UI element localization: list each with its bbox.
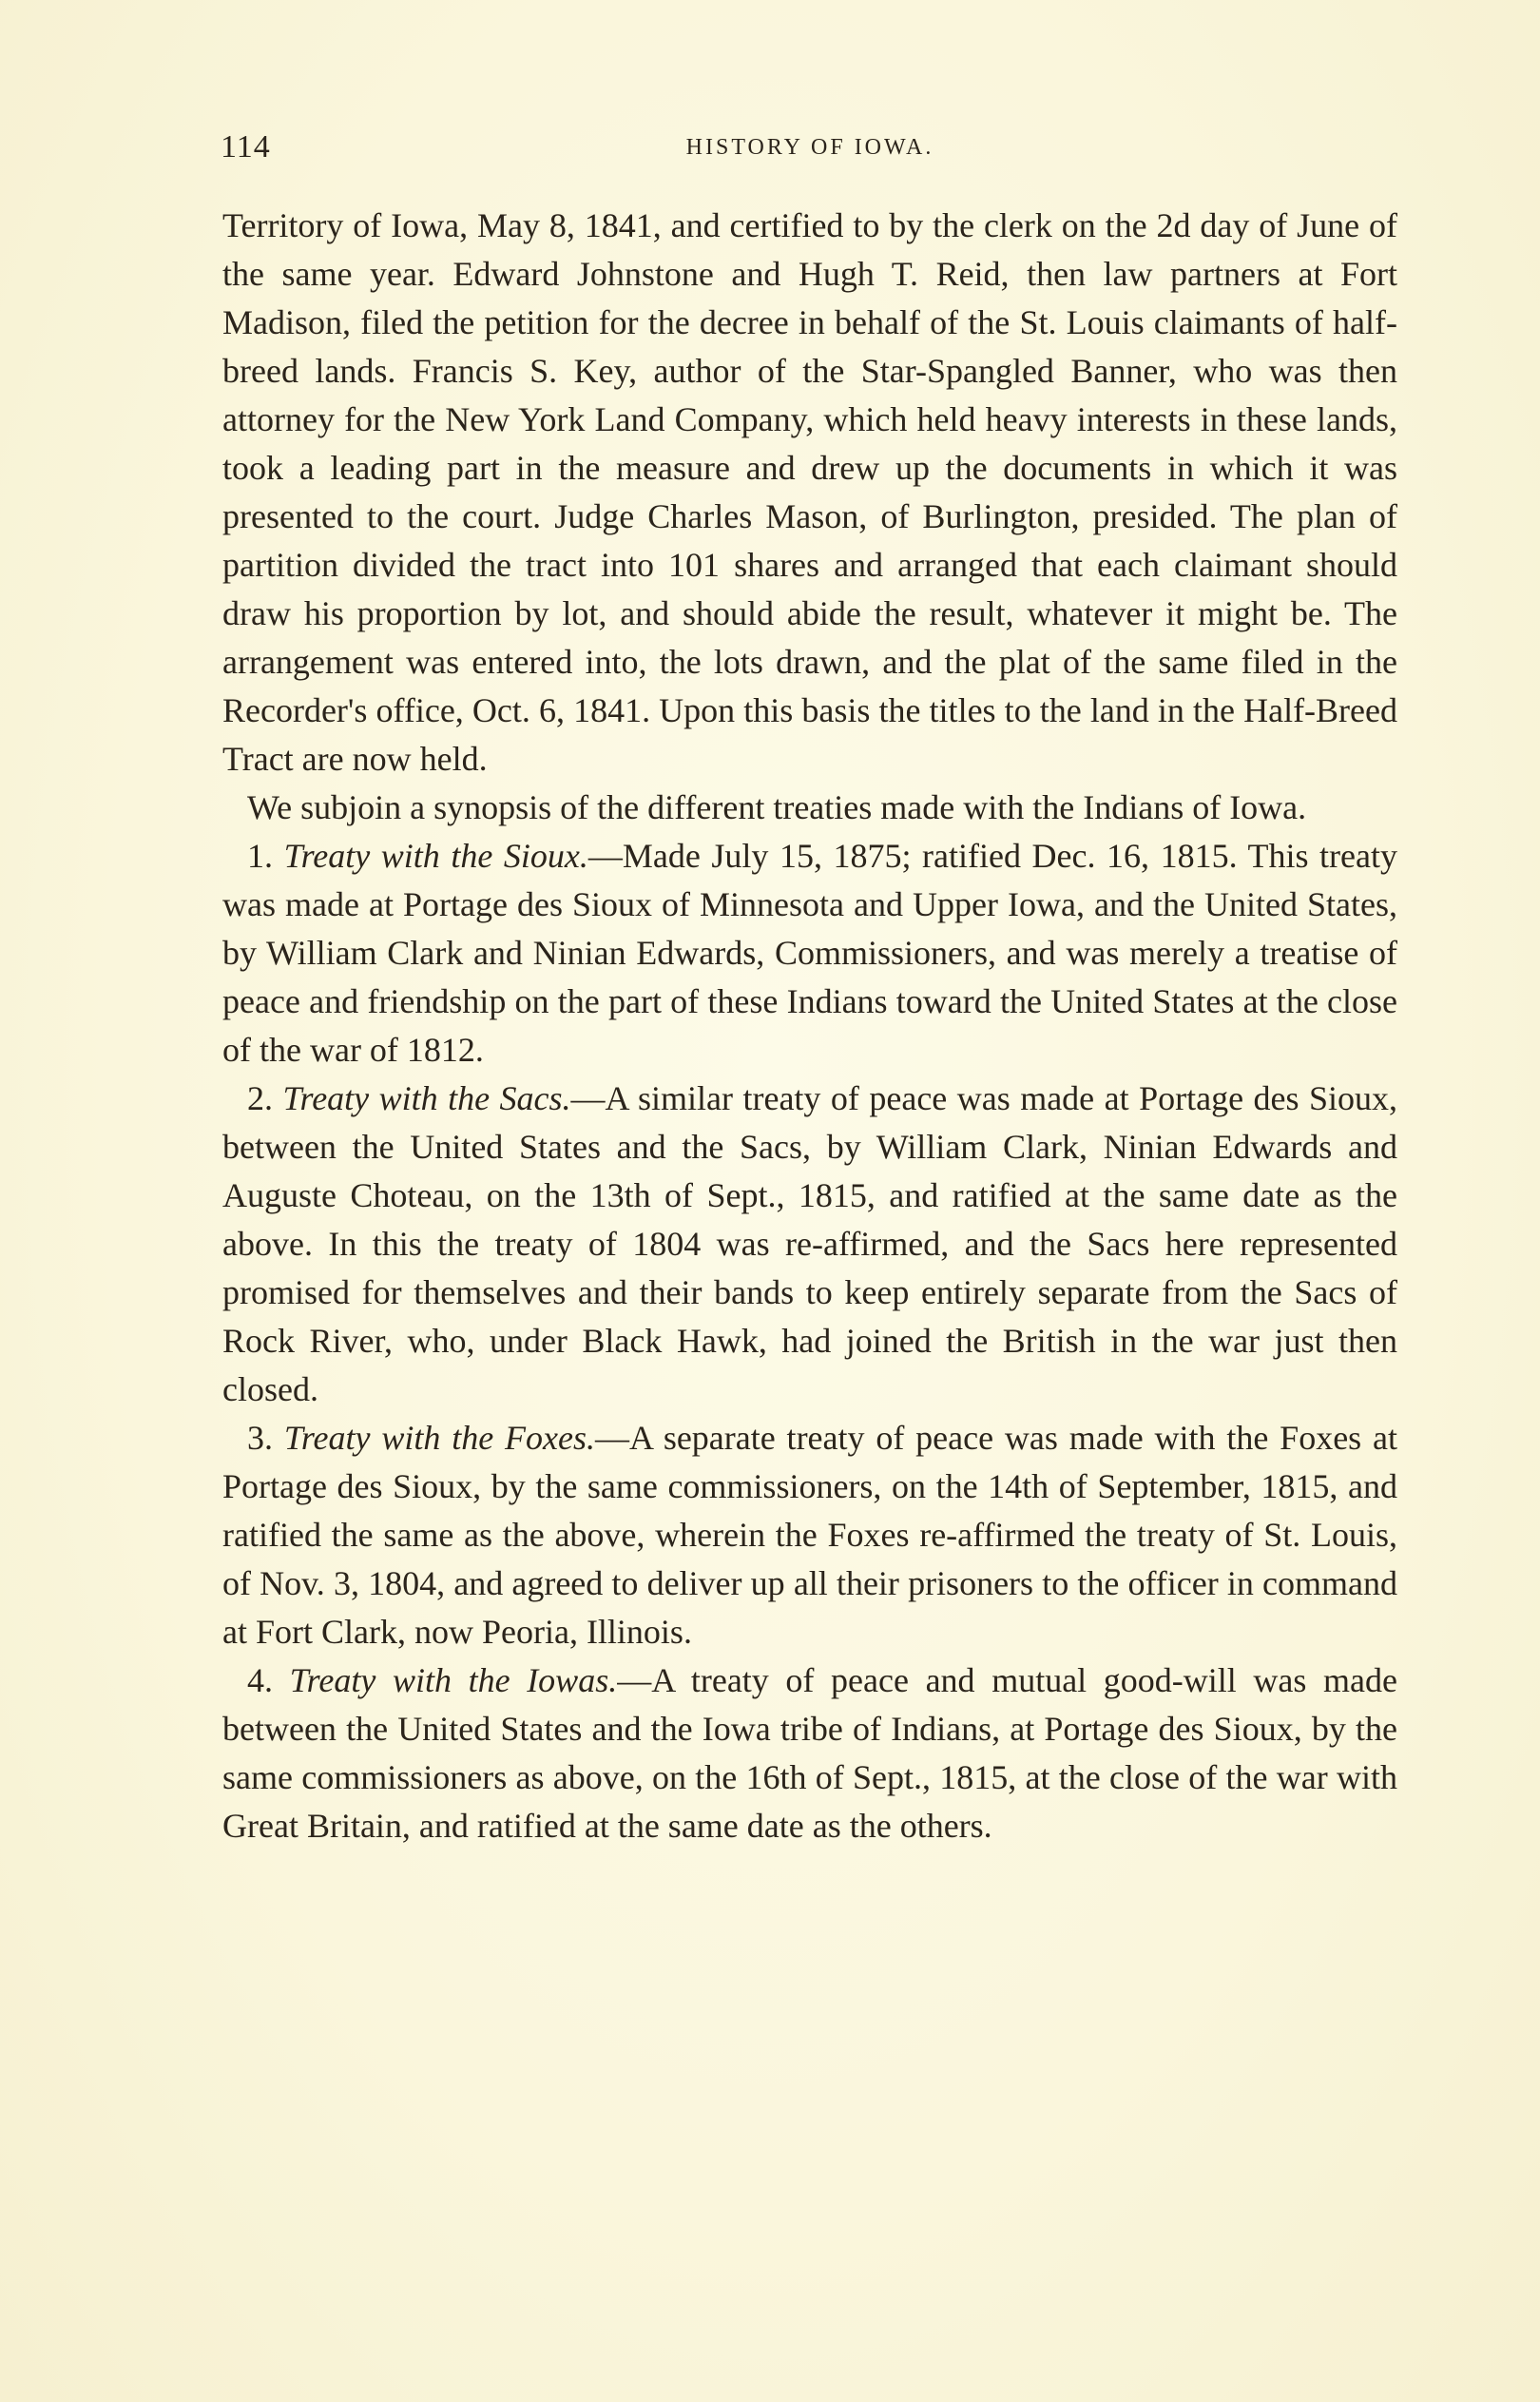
treaty-number: 2. [247,1079,273,1117]
paragraph-half-breed-tract: Territory of Iowa, May 8, 1841, and certified to by the clerk on the 2d day of June of the same year. Edward Johnstone and Hugh T. Reid, then law partners at Fort Madison, filed the petition for the decree in behalf of the St. Louis claimants of half-breed lands. Francis S. Key, author of the Star-Spangled Banner, who was then attorney for the New York Land Company, which held heavy interests in these lands, took a leading part in the measure and drew up the documents in which it was presented to the court. Judge Charles Mason, of Burlington, presided. The plan of partition divided the tract into 101 shares and arranged that each claimant should draw his proportion by lot, and should abide the result, whatever it might be. The arrangement was entered into, the lots drawn, and the plat of the same filed in the Recorder's office, Oct. 6, 1841. Upon this basis the titles to the land in the Half-Breed Tract are now held. [222,206,1397,778]
paragraph-synopsis-intro: We subjoin a synopsis of the different treaties made with the Indians of Iowa. [247,788,1307,826]
page-header [221,129,1399,177]
running-head: HISTORY OF IOWA. [685,135,934,160]
treaty-paragraph-foxes [222,1414,1397,1656]
treaty-number: 1. [247,837,273,875]
treaty-text: —A similar treaty of peace was made at Portage des Sioux, between the United States and the Sacs, by William Clark, Ninian Edwards and Auguste Choteau, on the 13th of Sept., 1815, and ratified at the same date as the above. In this the treaty of 1804 was re-affirmed, and the Sacs here represented promised for themselves and their bands to keep entirely separate from the Sacs of Rock River, who, under Black Hawk, had joined the British in the war just then closed. [222,1079,1397,1408]
treaty-title: Treaty with the Iowas. [289,1661,618,1699]
treaty-text: —A treaty of peace and mutual good-will was made between the United States and the Iowa tribe of Indians, at Portage des Sioux, by the same commissioners as above, on the 16th of Sept., 1815, at the close of the war with Great Britain, and ratified at the same date as the others. [222,1661,1397,1845]
treaty-title: Treaty with the Sioux. [283,837,588,875]
treaty-paragraph-sioux [222,832,1397,1075]
page-number: 114 [221,129,271,165]
treaty-text: —Made July 15, 1875; ratified Dec. 16, 1815. This treaty was made at Portage des Sioux of Minnesota and Upper Iowa, and the United States, by William Clark and Ninian Edwards, Commissioners, and was merely a treatise of peace and friendship on the part of these Indians toward the United States at the close of the war of 1812. [222,837,1397,1069]
treaty-paragraph-iowas [222,1656,1397,1850]
treaty-title: Treaty with the Foxes. [283,1419,595,1457]
treaty-paragraph-sacs [222,1075,1397,1414]
treaty-title: Treaty with the Sacs. [282,1079,571,1117]
body-text [222,202,1397,1850]
treaty-number: 4. [247,1661,273,1699]
treaty-text: —A separate treaty of peace was made with the Foxes at Portage des Sioux, by the same commissioners, on the 14th of September, 1815, and ratified the same as the above, wherein the Foxes re-affirmed the treaty of St. Louis, of Nov. 3, 1804, and agreed to deliver up all their prisoners to the officer in command at Fort Clark, now Peoria, Illinois. [222,1419,1398,1651]
treaty-number: 3. [247,1419,273,1457]
